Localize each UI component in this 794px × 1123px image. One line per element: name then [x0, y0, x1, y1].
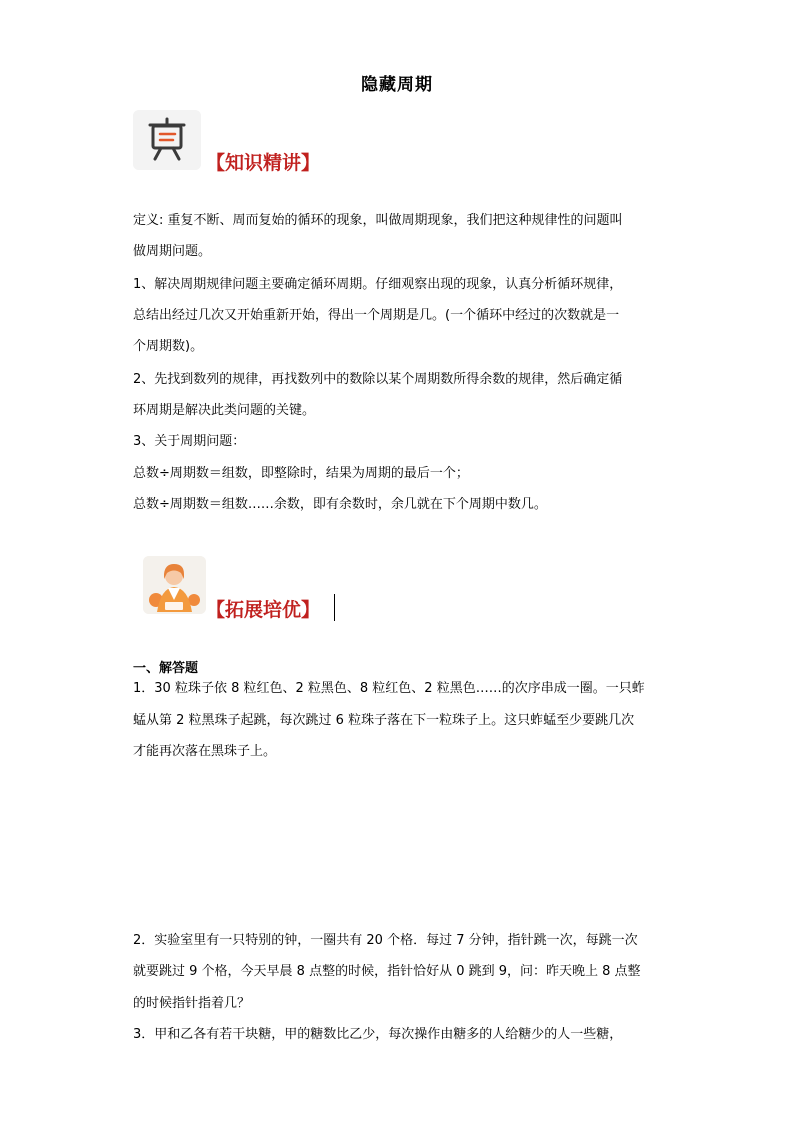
question-line: 2．实验室里有一只特别的钟，一圈共有 20 个格．每过 7 分钟，指针跳一次，每跳一次 — [133, 933, 638, 948]
question-line: 的时候指针指着几？ — [133, 996, 251, 1011]
teacher-avatar-icon — [143, 556, 206, 614]
knowledge-line: 做周期问题。 — [133, 244, 212, 259]
presentation-board-icon — [133, 110, 201, 170]
text-cursor — [334, 594, 335, 621]
question-line: 蜢从第 2 粒黑珠子起跳，每次跳过 6 粒珠子落在下一粒珠子上。这只蚱蜢至少要跳几次 — [133, 713, 635, 728]
question-line: 就要跳过 9 个格，今天早晨 8 点整的时候，指针恰好从 0 跳到 9，问：昨天晚上 8 点整 — [133, 964, 641, 979]
knowledge-line: 1、解决周期规律问题主要确定循环周期。仔细观察出现的现象，认真分析循环规律， — [133, 277, 623, 292]
knowledge-line: 总数÷周期数＝组数，即整除时，结果为周期的最后一个； — [133, 466, 469, 481]
knowledge-section-heading: 【知识精讲】 — [206, 152, 321, 174]
extension-section-heading: 【拓展培优】 — [206, 599, 321, 621]
knowledge-line: 总结出经过几次又开始重新开始，得出一个周期是几。(一个循环中经过的次数就是一 — [133, 308, 620, 323]
question-line: 才能再次落在黑珠子上。 — [133, 744, 277, 759]
knowledge-line: 2、先找到数列的规律，再找数列中的数除以某个周期数所得余数的规律，然后确定循 — [133, 372, 623, 387]
knowledge-line: 环周期是解决此类问题的关键。 — [133, 403, 316, 418]
knowledge-line: 3、关于周期问题： — [133, 434, 246, 449]
question-line: 1．30 粒珠子依 8 粒红色、2 粒黑色、8 粒红色、2 粒黑色……的次序串成一圈。一只蚱 — [133, 681, 645, 696]
knowledge-line: 个周期数)。 — [133, 339, 204, 354]
question-section-label: 一、解答题 — [133, 661, 199, 676]
page-title: 隐藏周期 — [361, 75, 433, 95]
knowledge-line: 定义: 重复不断、周而复始的循环的现象，叫做周期现象，我们把这种规律性的问题叫 — [133, 213, 623, 228]
knowledge-line: 总数÷周期数＝组数……余数，即有余数时，余几就在下个周期中数几。 — [133, 497, 547, 512]
question-line: 3．甲和乙各有若干块糖，甲的糖数比乙少，每次操作由糖多的人给糖少的人一些糖， — [133, 1027, 623, 1042]
